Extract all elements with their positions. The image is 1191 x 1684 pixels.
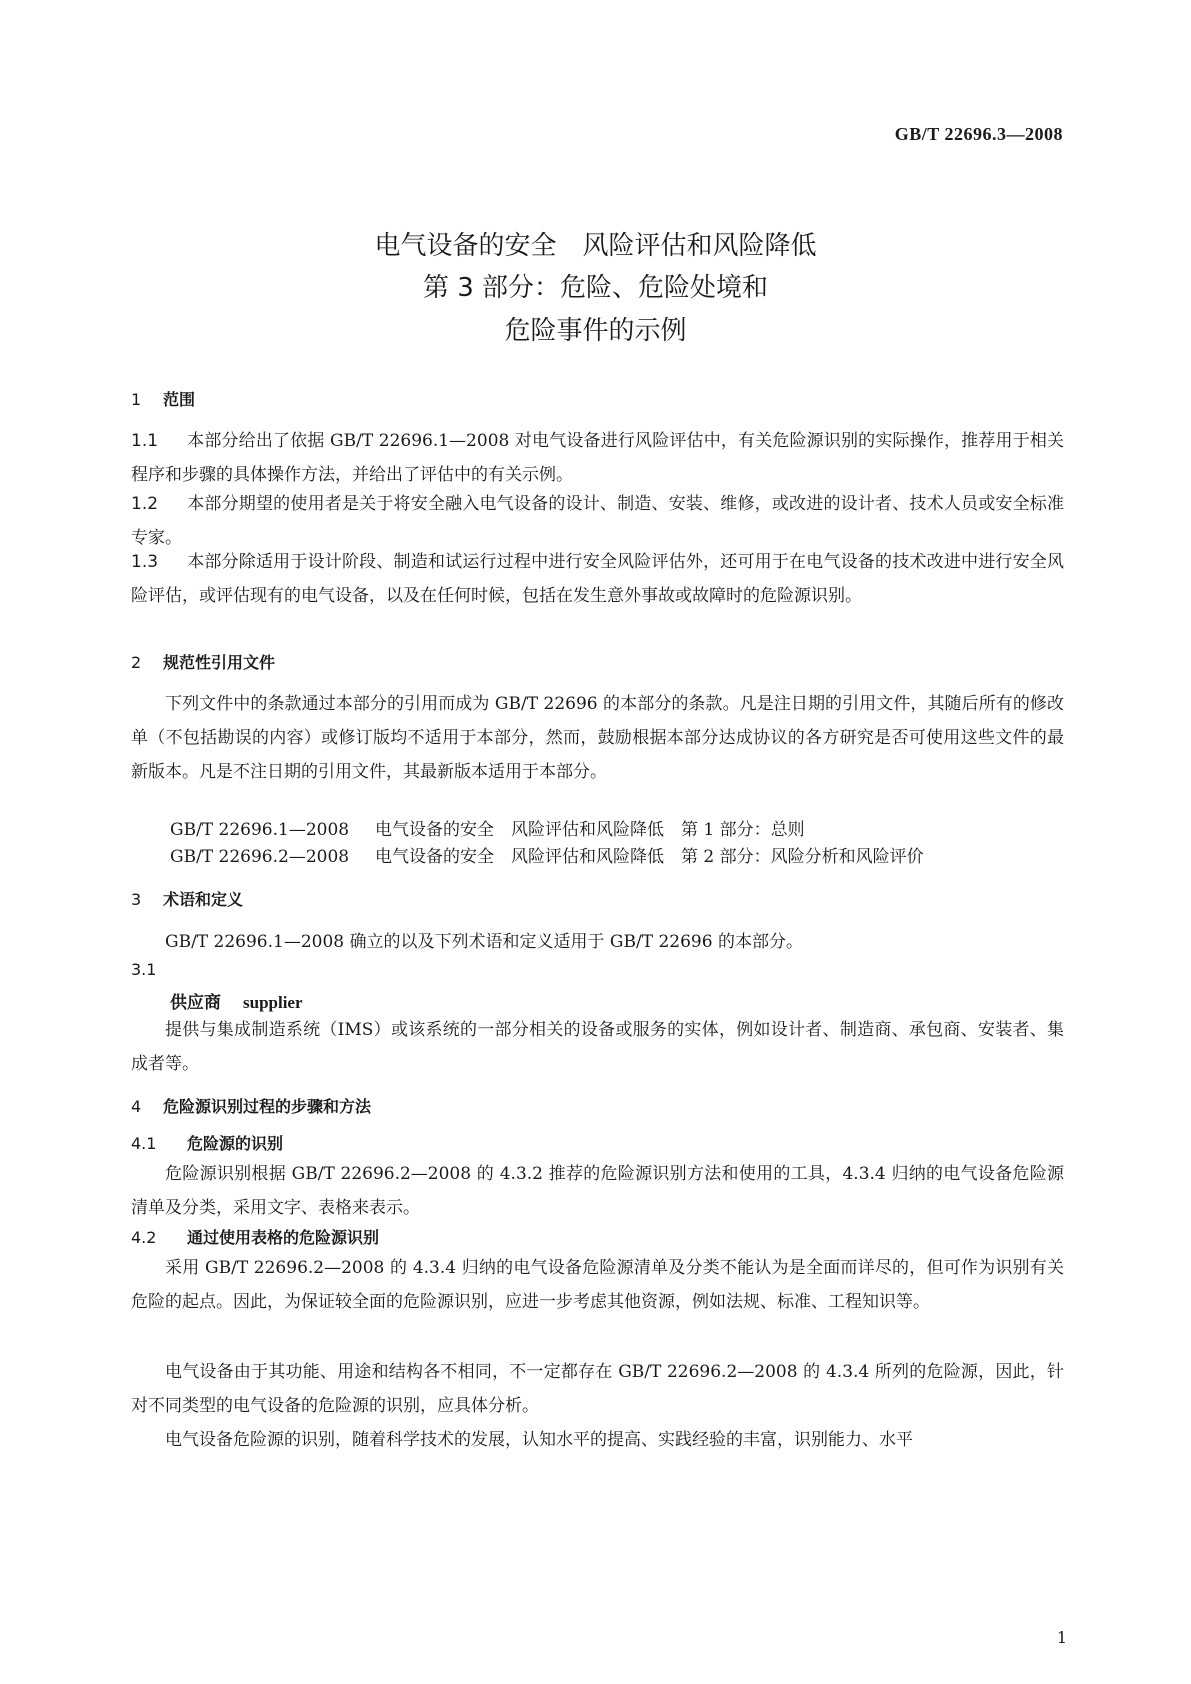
section-number: 4 <box>131 1097 142 1116</box>
subsection-number: 4.2 <box>131 1228 157 1247</box>
section-number: 2 <box>131 653 142 672</box>
section-heading-scope <box>131 387 195 410</box>
section-number: 3 <box>131 890 142 909</box>
clause-number: 1.2 <box>131 494 159 514</box>
page-number: 1 <box>1056 1628 1067 1647</box>
reference-code: GB/T 22696.1—2008 <box>170 820 350 840</box>
term-number: 3.1 <box>131 960 157 979</box>
document-title-line-2: 第 3 部分：危险、危险处境和 <box>422 273 769 303</box>
term-chinese: 供应商 <box>170 993 221 1013</box>
subsection-number: 4.1 <box>131 1134 157 1153</box>
subsection-title: 通过使用表格的危险源识别 <box>187 1228 380 1247</box>
section-heading-terms <box>131 887 243 910</box>
clause-number: 1.3 <box>131 552 159 572</box>
document-title-line-1: 电气设备的安全 风险评估和风险降低 <box>374 231 817 261</box>
subsection-heading-4-1 <box>131 1131 283 1154</box>
subsection-4-2-paragraph-3: 电气设备危险源的识别，随着科学技术的发展，认知水平的提高、实践经验的丰富，识别能力、水平 <box>165 1430 913 1450</box>
standard-code: GB/T 22696.3—2008 <box>894 124 1063 144</box>
normative-references-text: 下列文件中的条款通过本部分的引用而成为 GB/T 22696 的本部分的条款。凡是注日期的引用文件，其随后所有的修改单（不包括勘误的内容）或修订版均不适用于本部分，然而，鼓励根据本部分达成协议的各方研究是否可使用这些文件的最新版本。凡是不注日期的引用文件，其最新版本适用于本部分。 <box>131 694 1064 782</box>
section-title: 术语和定义 <box>163 890 244 909</box>
clause-text: 本部分除适用于设计阶段、制造和试运行过程中进行安全风险评估外，还可用于在电气设备的技术改进中进行安全风险评估，或评估现有的电气设备，以及在任何时候，包括在发生意外事故或故障时的危险源识别。 <box>131 552 1064 606</box>
reference-code: GB/T 22696.2—2008 <box>170 847 350 867</box>
term-entry <box>170 988 303 1013</box>
clause-text: 本部分给出了依据 GB/T 22696.1—2008 对电气设备进行风险评估中，有关危险源识别的实际操作，推荐用于相关程序和步骤的具体操作方法，并给出了评估中的有关示例。 <box>131 431 1064 485</box>
reference-title: 电气设备的安全 风险评估和风险降低 第 1 部分：总则 <box>375 820 805 840</box>
clause-text: 本部分期望的使用者是关于将安全融入电气设备的设计、制造、安装、维修，或改进的设计者、技术人员或安全标准专家。 <box>131 494 1064 548</box>
subsection-4-1-text: 危险源识别根据 GB/T 22696.2—2008 的 4.3.2 推荐的危险源识别方法和使用的工具，4.3.4 归纳的电气设备危险源清单及分类，采用文字、表格来表示。 <box>131 1164 1064 1218</box>
section-title: 范围 <box>163 390 196 409</box>
section-title: 危险源识别过程的步骤和方法 <box>163 1097 372 1116</box>
subsection-4-2-paragraph-1: 采用 GB/T 22696.2—2008 的 4.3.4 归纳的电气设备危险源清单及分类不能认为是全面而详尽的，但可作为识别有关危险的起点。因此，为保证较全面的危险源识别，应进一步考虑其他资源，例如法规、标准、工程知识等。 <box>131 1258 1064 1312</box>
reference-line-1 <box>170 815 805 840</box>
document-title-line-3: 危险事件的示例 <box>504 316 687 346</box>
clause-1-1 <box>131 424 1064 492</box>
term-english: supplier <box>243 993 303 1012</box>
section-heading-normative-references <box>131 650 275 673</box>
section-number: 1 <box>131 390 142 409</box>
reference-line-2 <box>170 842 924 867</box>
clause-number: 1.1 <box>131 431 159 451</box>
subsection-heading-4-2 <box>131 1225 379 1248</box>
subsection-title: 危险源的识别 <box>187 1134 284 1153</box>
subsection-4-2-paragraph-2: 电气设备由于其功能、用途和结构各不相同，不一定都存在 GB/T 22696.2—2008 的 4.3.4 所列的危险源，因此，针对不同类型的电气设备的危险源的识别，应具体分析。 <box>131 1362 1064 1416</box>
clause-1-3 <box>131 545 1064 613</box>
section-title: 规范性引用文件 <box>163 653 276 672</box>
terms-intro-text: GB/T 22696.1—2008 确立的以及下列术语和定义适用于 GB/T 22696 的本部分。 <box>165 932 803 952</box>
section-heading-hazard-identification <box>131 1094 371 1117</box>
reference-title: 电气设备的安全 风险评估和风险降低 第 2 部分：风险分析和风险评价 <box>375 847 924 867</box>
term-definition: 提供与集成制造系统（IMS）或该系统的一部分相关的设备或服务的实体，例如设计者、制造商、承包商、安装者、集成者等。 <box>131 1020 1064 1074</box>
